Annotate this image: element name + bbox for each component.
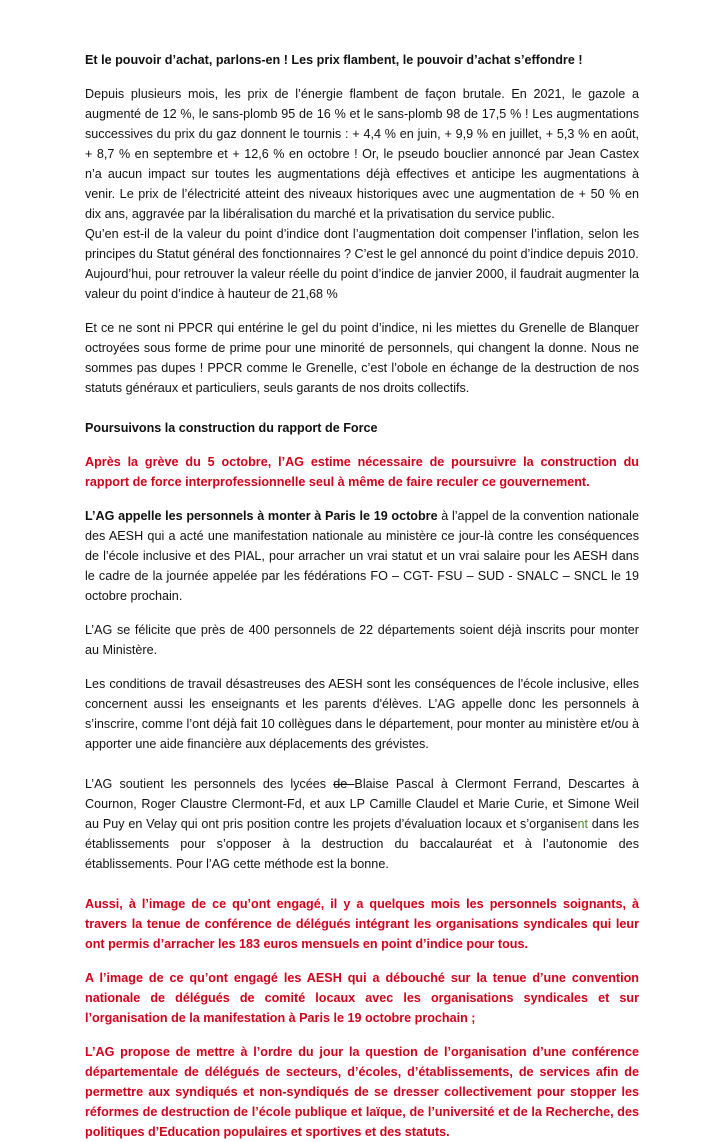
heading-pouvoir-achat: Et le pouvoir d’achat, parlons-en ! Les prix flambent, le pouvoir d’achat s’effondre !	[85, 53, 583, 67]
lycees-text-a: L’AG soutient les personnels des lycées	[85, 777, 334, 791]
struck-word: de	[333, 777, 355, 791]
paragraph-lycees	[85, 774, 639, 874]
red-paragraph-aesh: A l’image de ce qu’ont engagé les AESH qui a débouché sur la tenue d’une convention nationale de délégués de comité locaux avec les organisations syndicales et sur l’organisation de la manifestation à Paris le 19 octobre prochain ;	[85, 971, 639, 1025]
lycees-text-b: Blaise Pascal à Clermont Ferrand, Descartes à Cournon, Roger Claustre Clermont-Fd, et aux LP Camille Claudel et Marie Curie, et Simone Weil au Puy en Velay qui ont pris position contre les projets d’évaluation locaux et s’organise	[85, 777, 639, 831]
paragraph-point-indice: Qu’en est-il de la valeur du point d’indice dont l’augmentation doit compenser l’inflation, selon les principes du Statut général des fonctionnaires ? C’est le gel annoncé du point d’indice depuis 2010.	[85, 227, 639, 261]
heading-rapport-force: Poursuivons la construction du rapport de Force	[85, 421, 378, 435]
paragraph-energie: Depuis plusieurs mois, les prix de l’énergie flambent de façon brutale. En 2021, le gazole a augmenté de 12 %, le sans-plomb 95 de 16 % et le sans-plomb 98 de 17,5 % ! Les augmentations successives du prix du gaz donnent le tournis : + 4,4 % en juin, + 9,9 % en juillet, + 5,3 % en août, + 8,7 % en septembre et + 12,6 % en octobre ! Or, le pseudo bouclier annoncé par Jean Castex n’a aucun impact sur toutes les augmentations déjà effectives et anticipe les augmentations à venir. Le prix de l’électricité atteint des niveaux historiques avec une augmentation de + 50 % en dix ans, aggravée par la libéralisation du marché et la privatisation du service public.	[85, 87, 639, 221]
red-paragraph-conference: L’AG propose de mettre à l’ordre du jour la question de l’organisation d’une conférence départementale de délégués de secteurs, d’écoles, d’établissements, de services afin de permettre aux syndiqués et non-syndiqués de se dresser collectivement pour stopper les réformes de destruction de l’école publique et laïque, de l’université et de la Recherche, des politiques d’Education populaires et sportives et des statuts.	[85, 1045, 639, 1139]
green-suffix: nt	[577, 817, 588, 831]
red-paragraph-soignants: Aussi, à l’image de ce qu’ont engagé, il y a quelques mois les personnels soignants, à travers la tenue de conférence de délégués intégrant les organisations syndicales qui leur ont permis d’arracher les 183 euros mensuels en point d’indice pour tous.	[85, 897, 639, 951]
paragraph-monter-paris-text: à l’appel de la convention nationale des AESH qui a acté une manifestation nationale au ministère ce jour-là contre les conséquences de l’école inclusive et des PIAL, pour arracher un vrai statut et un vrai salaire pour les AESH dans le cadre de la journée appelée par les fédérations FO – CGT- FSU – SUD - SNALC – SNCL le 19 octobre prochain.	[85, 509, 639, 603]
paragraph-monter-paris	[85, 506, 639, 606]
paragraph-ppcr: Et ce ne sont ni PPCR qui entérine le gel du point d’indice, ni les miettes du Grenelle de Blanquer octroyées sous forme de prime pour une minorité de personnels, qui changent la donne. Nous ne sommes pas dupes ! PPCR comme le Grenelle, c’est l’obole en échange de la destruction de nos statuts généraux et particuliers, seuls garants de nos droits collectifs.	[85, 321, 639, 395]
paragraph-inscrits: L’AG se félicite que près de 400 personnels de 22 départements soient déjà inscrits pour monter au Ministère.	[85, 623, 639, 657]
paragraph-valeur-reelle: Aujourd’hui, pour retrouver la valeur réelle du point d’indice de janvier 2000, il faudrait augmenter la valeur du point d’indice à hauteur de 21,68 %	[85, 267, 639, 301]
red-paragraph-greve: Après la grève du 5 octobre, l’AG estime nécessaire de poursuivre la construction du rapport de force interprofessionnelle seul à même de faire reculer ce gouvernement.	[85, 455, 639, 489]
bold-call-paris: L’AG appelle les personnels à monter à Paris le 19 octobre	[85, 509, 438, 523]
lycees-text-c: dans les établissements pour s’opposer à la destruction du baccalauréat et à l’autonomie des établissements. Pour l’AG cette méthode est la bonne.	[85, 817, 639, 871]
paragraph-conditions-aesh: Les conditions de travail désastreuses des AESH sont les conséquences de l'école inclusive, elles concernent aussi les enseignants et les parents d'élèves. L’AG appelle donc les personnels à s’inscrire, comme l’ont déjà fait 10 collègues dans le département, pour monter au ministère et/ou à apporter une aide financière aux déplacements des grévistes.	[85, 677, 639, 751]
